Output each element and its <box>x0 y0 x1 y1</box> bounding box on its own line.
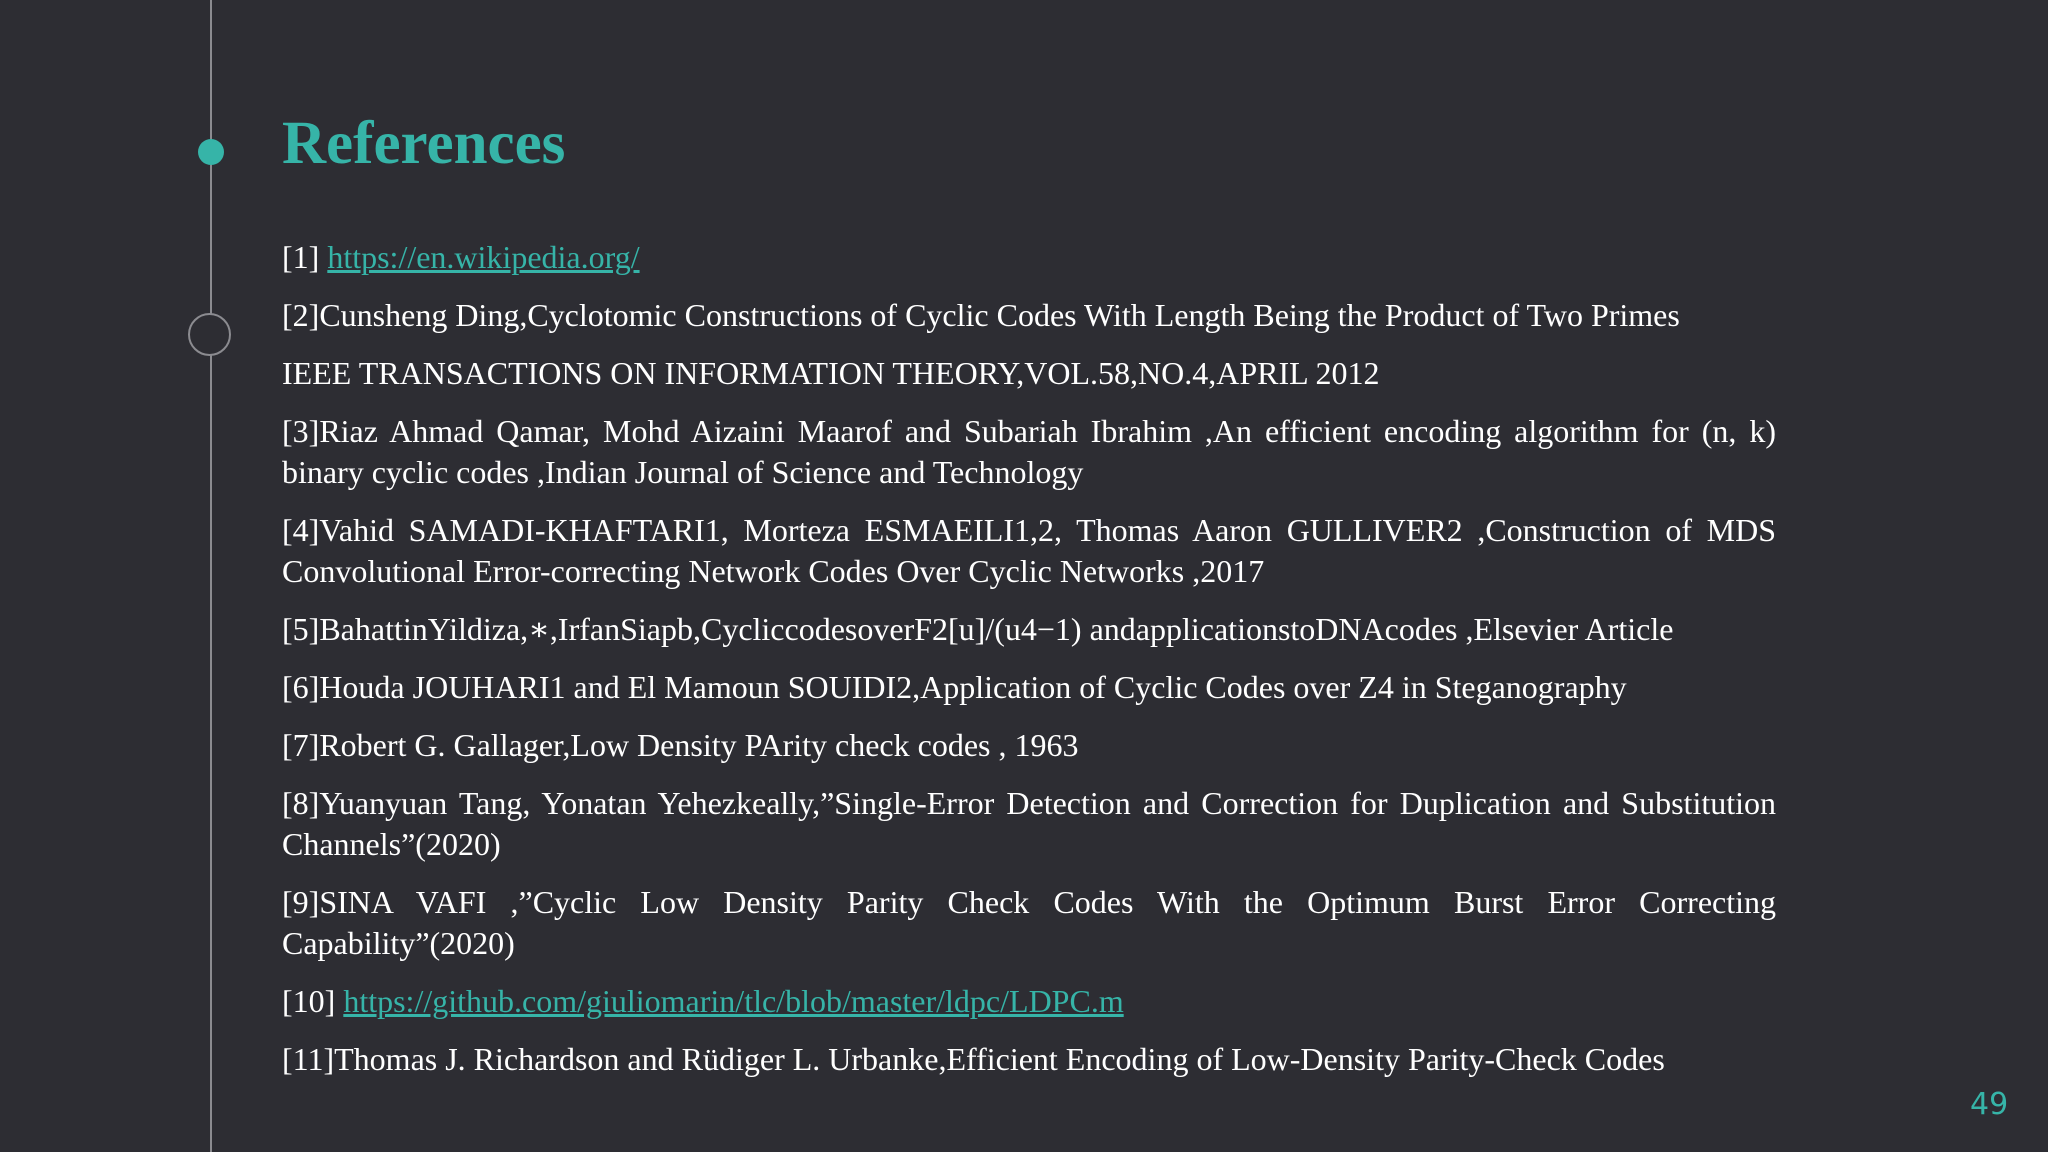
reference-item-9: [9]SINA VAFI ,”Cyclic Low Density Parity Check Codes With the Optimum Burst Error Correcting Capability”(2020) <box>282 884 1776 961</box>
reference-item-5: [5]BahattinYildiza,∗,IrfanSiapb,CycliccodesoverF2[u]/(u4−1) andapplicationstoDNAcodes ,Elsevier Article <box>282 611 1674 647</box>
reference-item-10 <box>282 981 1776 1022</box>
timeline-dot-icon <box>198 139 224 165</box>
page-number: 49 <box>1970 1087 2009 1122</box>
reference-number: [1] <box>282 239 328 275</box>
reference-item-1 <box>282 237 1776 278</box>
reference-item-2: [2]Cunsheng Ding,Cyclotomic Constructions of Cyclic Codes With Length Being the Product of Two Primes <box>282 297 1680 333</box>
reference-item-4: [4]Vahid SAMADI-KHAFTARI1, Morteza ESMAEILI1,2, Thomas Aaron GULLIVER2 ,Construction of MDS Convolutional Error-correcting Network Codes Over Cyclic Networks ,2017 <box>282 512 1776 589</box>
reference-item-6: [6]Houda JOUHARI1 and El Mamoun SOUIDI2,Application of Cyclic Codes over Z4 in Steganography <box>282 669 1627 705</box>
timeline-line <box>210 0 212 1152</box>
reference-link[interactable]: https://en.wikipedia.org/ <box>327 239 640 275</box>
reference-link[interactable]: https://github.com/giuliomarin/tlc/blob/master/ldpc/LDPC.m <box>343 983 1124 1019</box>
reference-item-2-journal: IEEE TRANSACTIONS ON INFORMATION THEORY,VOL.58,NO.4,APRIL 2012 <box>282 355 1380 391</box>
reference-item-11: [11]Thomas J. Richardson and Rüdiger L. Urbanke,Efficient Encoding of Low-Density Parity-Check Codes <box>282 1041 1665 1077</box>
reference-item-8: [8]Yuanyuan Tang, Yonatan Yehezkeally,”Single-Error Detection and Correction for Duplication and Substitution Channels”(2020) <box>282 785 1776 862</box>
reference-item-7: [7]Robert G. Gallager,Low Density PArity check codes , 1963 <box>282 727 1079 763</box>
reference-item-3: [3]Riaz Ahmad Qamar, Mohd Aizaini Maarof and Subariah Ibrahim ,An efficient encoding algorithm for (n, k) binary cyclic codes ,Indian Journal of Science and Technology <box>282 413 1776 490</box>
slide-title: References <box>282 110 566 177</box>
reference-number: [10] <box>282 983 344 1019</box>
timeline-ring-icon <box>188 313 231 356</box>
reference-list <box>282 237 1776 1097</box>
